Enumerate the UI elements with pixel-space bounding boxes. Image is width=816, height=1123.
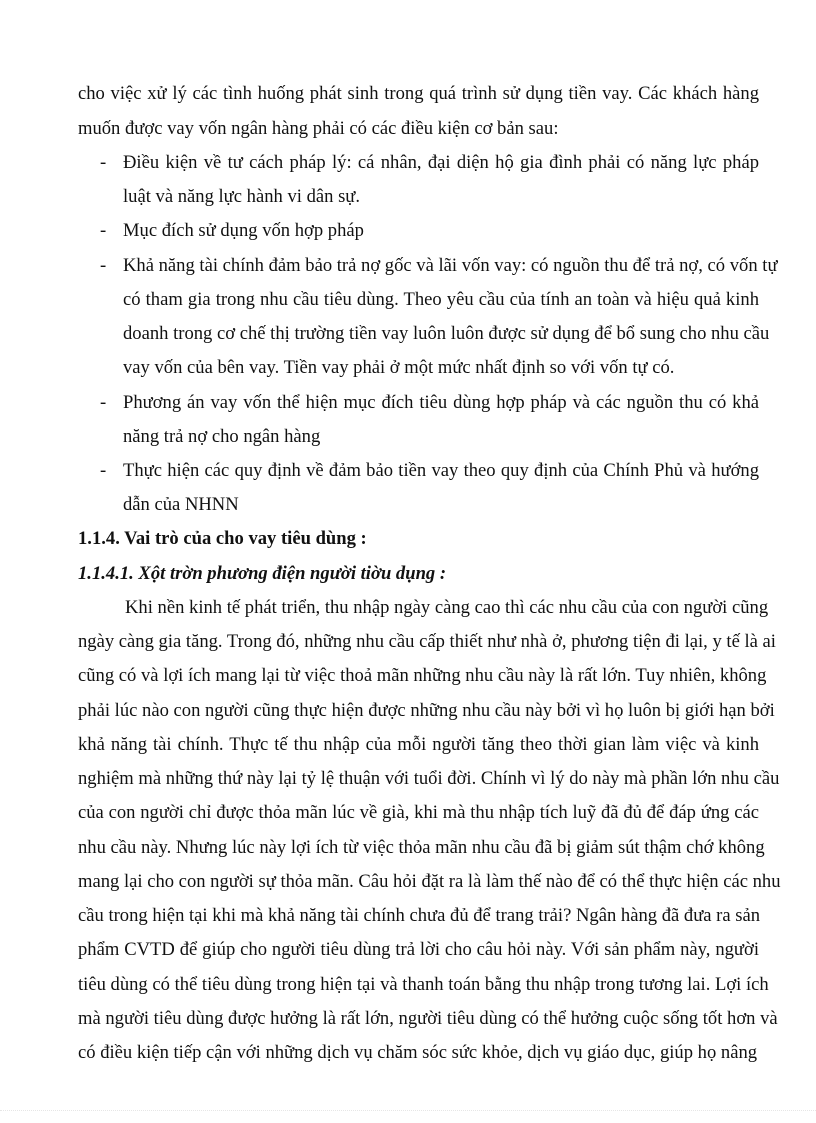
section-heading: 1.1.4. Vai trò của cho vay tiêu dùng : (78, 528, 367, 549)
bullet-marker: - (100, 220, 107, 241)
bullet-line: có tham gia trong nhu cầu tiêu dùng. Theo yêu cầu của tính an toàn và hiệu quả kinh (123, 289, 759, 310)
bullet-marker: - (100, 152, 107, 173)
paragraph-line: phải lúc nào con người cũng thực hiện được những nhu cầu này bởi vì họ luôn bị giới hạn bởi (78, 700, 775, 721)
bullet-line: Phương án vay vốn thể hiện mục đích tiêu dùng hợp pháp và các nguồn thu có khả (123, 392, 759, 413)
intro-line: muốn được vay vốn ngân hàng phải có các điều kiện cơ bản sau: (78, 118, 559, 139)
bullet-line: Mục đích sử dụng vốn hợp pháp (123, 220, 364, 241)
bullet-line: luật và năng lực hành vi dân sự. (123, 186, 361, 207)
paragraph-line: phẩm CVTD để giúp cho người tiêu dùng trả lời cho câu hỏi này. Với sản phẩm này, người (78, 939, 759, 960)
bullet-marker: - (100, 392, 107, 413)
bullet-line: Điều kiện về tư cách pháp lý: cá nhân, đại diện hộ gia đình phải có năng lực pháp (123, 152, 759, 173)
bullet-line: Khả năng tài chính đảm bảo trả nợ gốc và lãi vốn vay: có nguồn thu để trả nợ, có vốn tự (123, 255, 778, 276)
paragraph-line: nghiệm mà những thứ này lại tỷ lệ thuận với tuổi đời. Chính vì lý do này mà phần lớn nhu cầu (78, 768, 780, 789)
bullet-line: vay vốn của bên vay. Tiền vay phải ở một mức nhất định so với vốn tự có. (123, 357, 675, 378)
bullet-line: doanh trong cơ chế thị trường tiền vay luôn luôn được sử dụng để bổ sung cho nhu cầu (123, 323, 770, 344)
paragraph-line: khả năng tài chính. Thực tế thu nhập của mỗi người tăng theo thời gian làm việc và kinh (78, 734, 759, 755)
paragraph-line: ngày càng gia tăng. Trong đó, những nhu cầu cấp thiết như nhà ở, phương tiện đi lại, y tế là ai (78, 631, 776, 652)
subsection-heading: 1.1.4.1. Xột trờn phương điện người tiờu dụng : (78, 563, 447, 584)
paragraph-line: mà người tiêu dùng được hưởng là rất lớn, người tiêu dùng có thể hưởng cuộc sống tốt hơn và (78, 1008, 778, 1029)
paragraph-line: tiêu dùng có thể tiêu dùng trong hiện tại và thanh toán bằng thu nhập trong tương lai. Lợi ích (78, 974, 769, 995)
bullet-line: Thực hiện các quy định về đảm bảo tiền vay theo quy định của Chính Phủ và hướng (123, 460, 759, 481)
intro-line: cho việc xử lý các tình huống phát sinh trong quá trình sử dụng tiền vay. Các khách hàng (78, 83, 759, 104)
page-bottom-divider (0, 1110, 816, 1111)
bullet-line: năng trả nợ cho ngân hàng (123, 426, 321, 447)
paragraph-line: nhu cầu này. Nhưng lúc này lợi ích từ việc thỏa mãn nhu cầu đã bị giảm sút thậm chớ không (78, 837, 765, 858)
paragraph-line: có điều kiện tiếp cận với những dịch vụ chăm sóc sức khỏe, dịch vụ giáo dục, giúp họ nâng (78, 1042, 758, 1063)
bullet-marker: - (100, 460, 107, 481)
bullet-line: dẫn của NHNN (123, 494, 239, 515)
bullet-marker: - (100, 255, 107, 276)
paragraph-line: mang lại cho con người sự thỏa mãn. Câu hỏi đặt ra là làm thế nào để có thể thực hiện các nhu (78, 871, 781, 892)
paragraph-line: của con người chỉ được thỏa mãn lúc về già, khi mà thu nhập tích luỹ đã đủ để đáp ứng các (78, 802, 759, 823)
paragraph-line: cũng có và lợi ích mang lại từ việc thoả mãn những nhu cầu này là rất lớn. Tuy nhiên, không (78, 665, 767, 686)
paragraph-line: cầu trong hiện tại khi mà khả năng tài chính chưa đủ để trang trải? Ngân hàng đã đưa ra sản (78, 905, 761, 926)
paragraph-line: Khi nền kinh tế phát triển, thu nhập ngày càng cao thì các nhu cầu của con người cũng (125, 597, 769, 618)
